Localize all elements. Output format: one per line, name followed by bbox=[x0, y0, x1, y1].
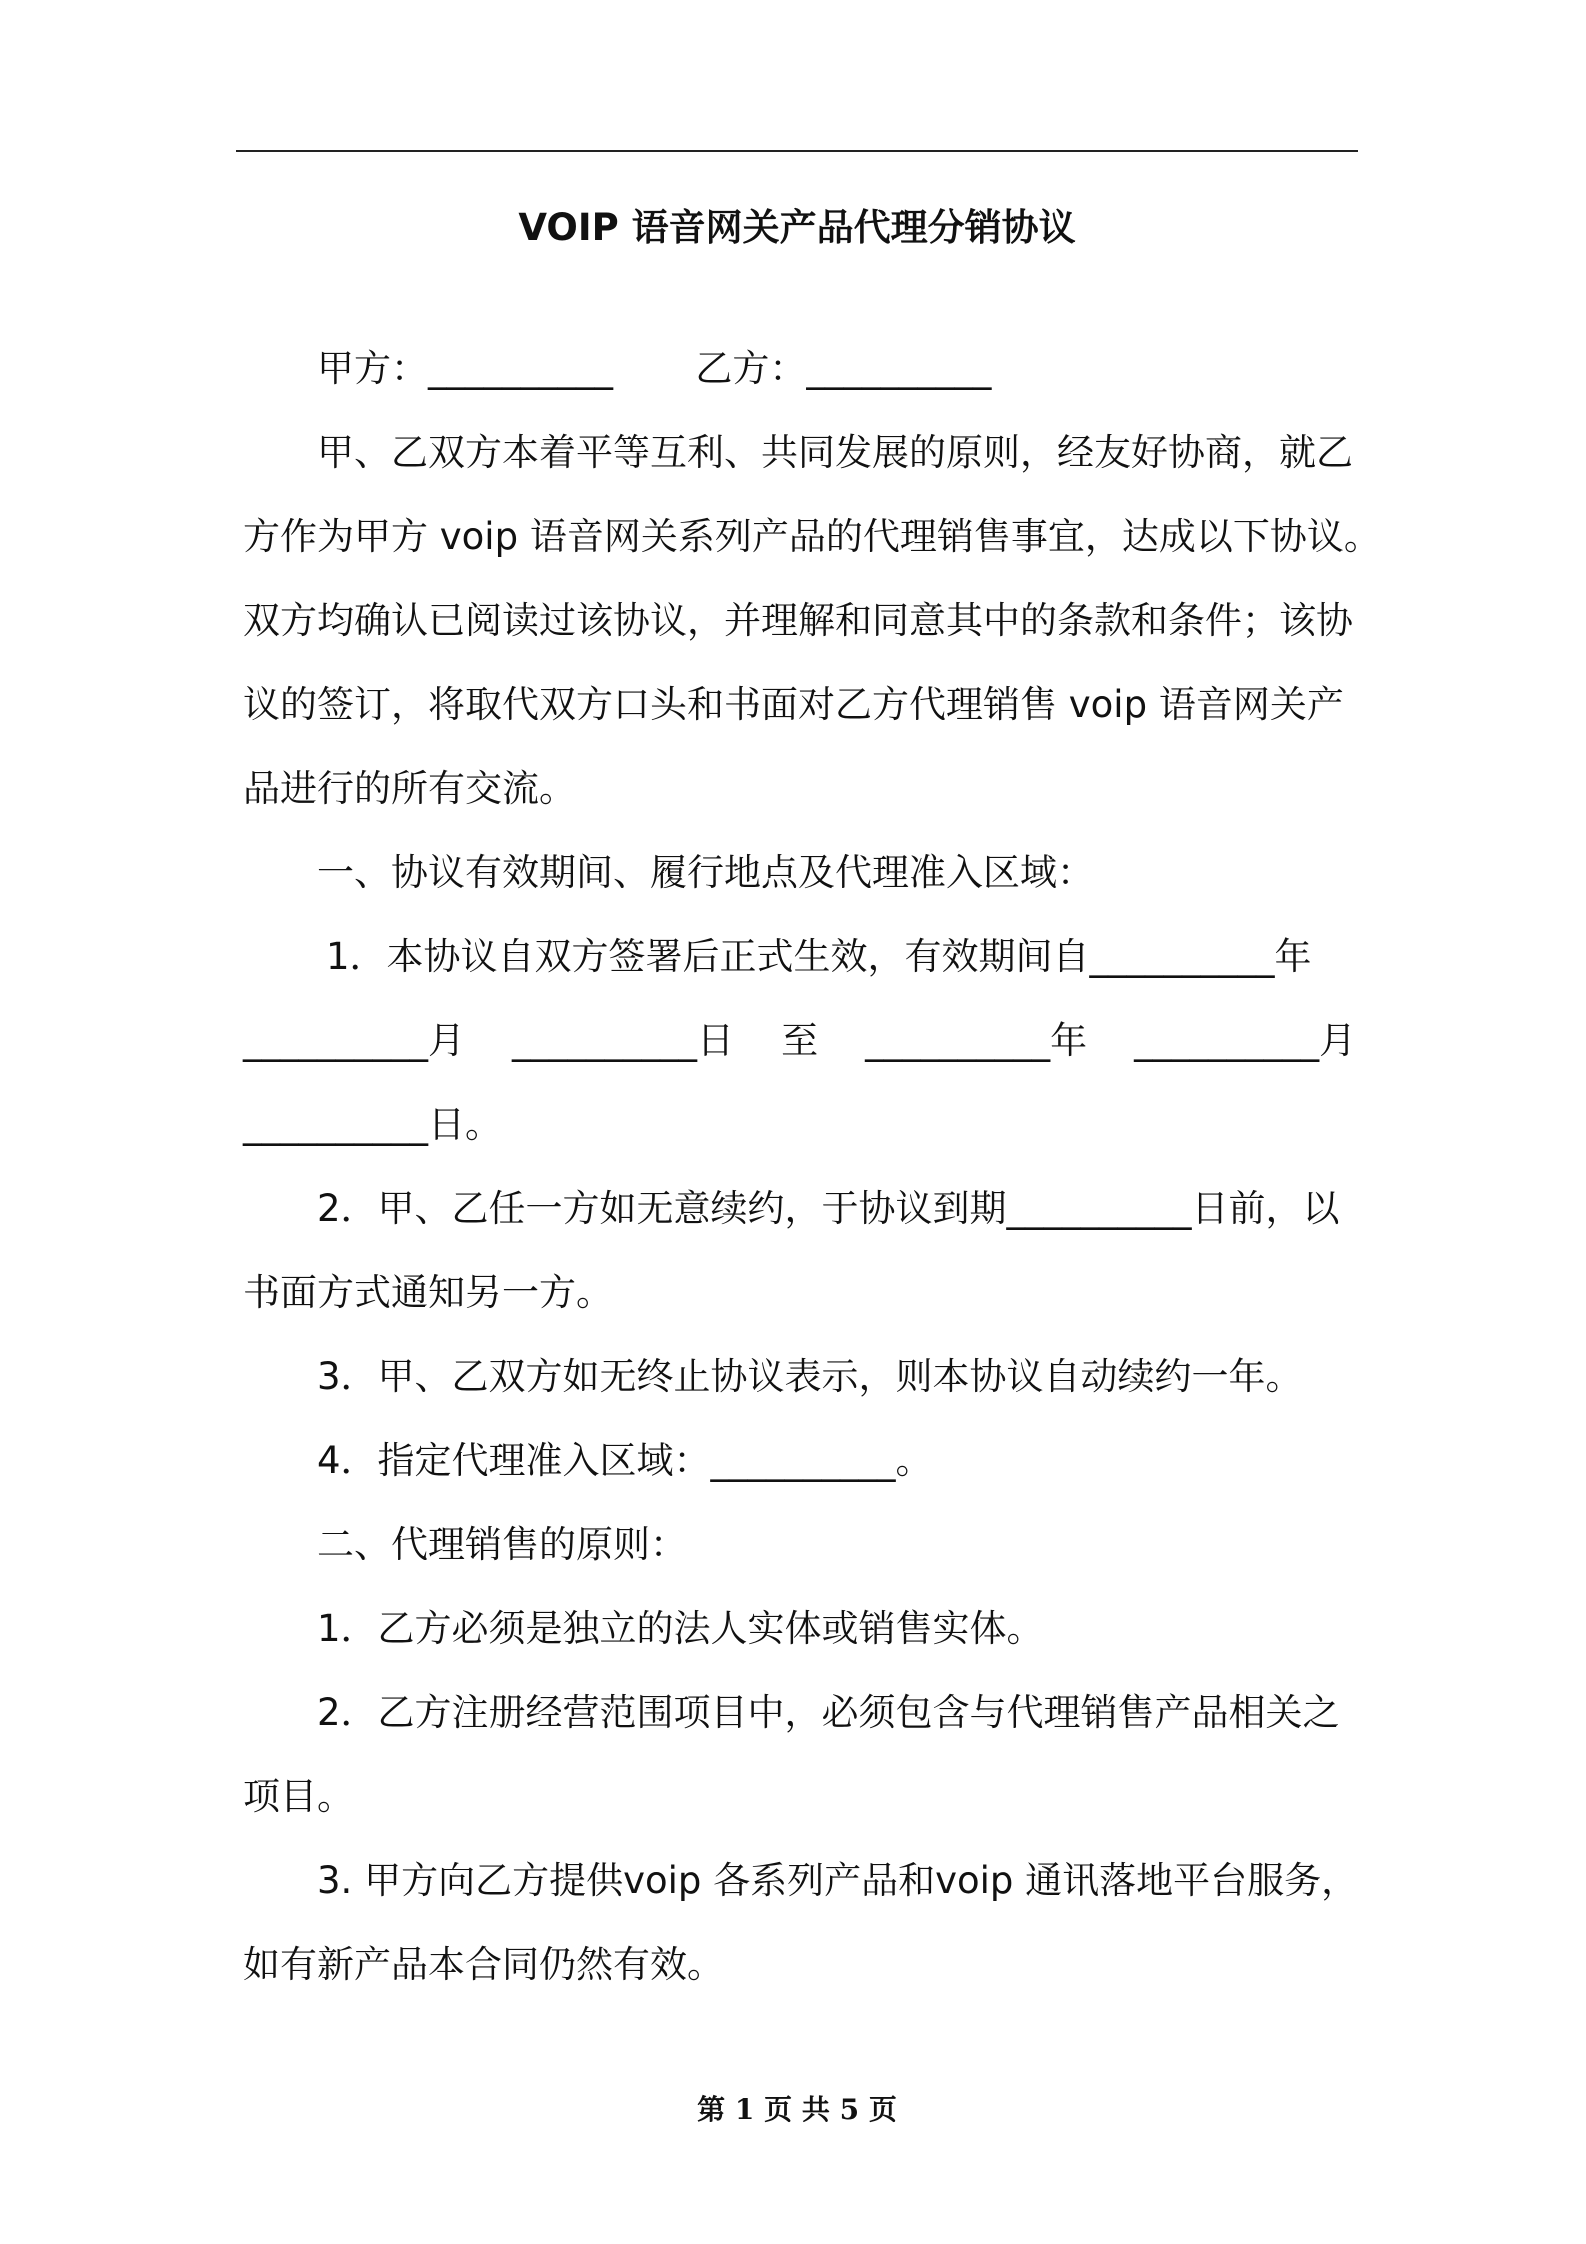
page-number: 第 1 页 共 5 页 bbox=[697, 2093, 897, 2126]
clause-line: 1．乙方必须是独立的法人实体或销售实体。 bbox=[317, 1607, 1044, 1650]
clause-line: 3. 甲方向乙方提供voip 各系列产品和voip 通讯落地平台服务， bbox=[317, 1859, 1359, 1902]
document-body bbox=[243, 327, 1381, 2007]
section-heading: 一、协议有效期间、履行地点及代理准入区域： bbox=[317, 851, 1094, 894]
paragraph-line: 品进行的所有交流。 bbox=[243, 767, 576, 810]
header-rule bbox=[236, 150, 1358, 152]
clause-line: 项目。 bbox=[243, 1775, 354, 1818]
clause-line: 3．甲、乙双方如无终止协议表示，则本协议自动续约一年。 bbox=[317, 1355, 1303, 1398]
clause-line: 2．甲、乙任一方如无意续约，于协议到期__________日前，以 bbox=[317, 1187, 1340, 1230]
clause-line: 4．指定代理准入区域：__________。 bbox=[317, 1439, 933, 1482]
paragraph-line: 甲、乙双方本着平等互利、共同发展的原则，经友好协商，就乙 bbox=[317, 431, 1353, 474]
party-line: 甲方：__________ 乙方：__________ bbox=[317, 347, 992, 390]
section-heading: 二、代理销售的原则： bbox=[317, 1523, 687, 1566]
clause-line: 2．乙方注册经营范围项目中，必须包含与代理销售产品相关之 bbox=[317, 1691, 1340, 1734]
paragraph-line: 议的签订，将取代双方口头和书面对乙方代理销售 voip 语音网关产 bbox=[243, 683, 1344, 726]
document-title: VOIP 语音网关产品代理分销协议 bbox=[518, 206, 1076, 249]
clause-line: 如有新产品本合同仍然有效。 bbox=[243, 1943, 724, 1986]
clause-line: 书面方式通知另一方。 bbox=[243, 1271, 613, 1314]
clause-line: __________月 __________日 至 __________年 __________月 bbox=[243, 1019, 1357, 1062]
paragraph-line: 双方均确认已阅读过该协议，并理解和同意其中的条款和条件；该协 bbox=[243, 599, 1353, 642]
paragraph-line: 方作为甲方 voip 语音网关系列产品的代理销售事宜，达成以下协议。 bbox=[243, 515, 1381, 558]
clause-line: 1．本协议自双方签署后正式生效，有效期间自__________年 bbox=[326, 935, 1312, 978]
clause-line: __________日。 bbox=[243, 1103, 502, 1146]
